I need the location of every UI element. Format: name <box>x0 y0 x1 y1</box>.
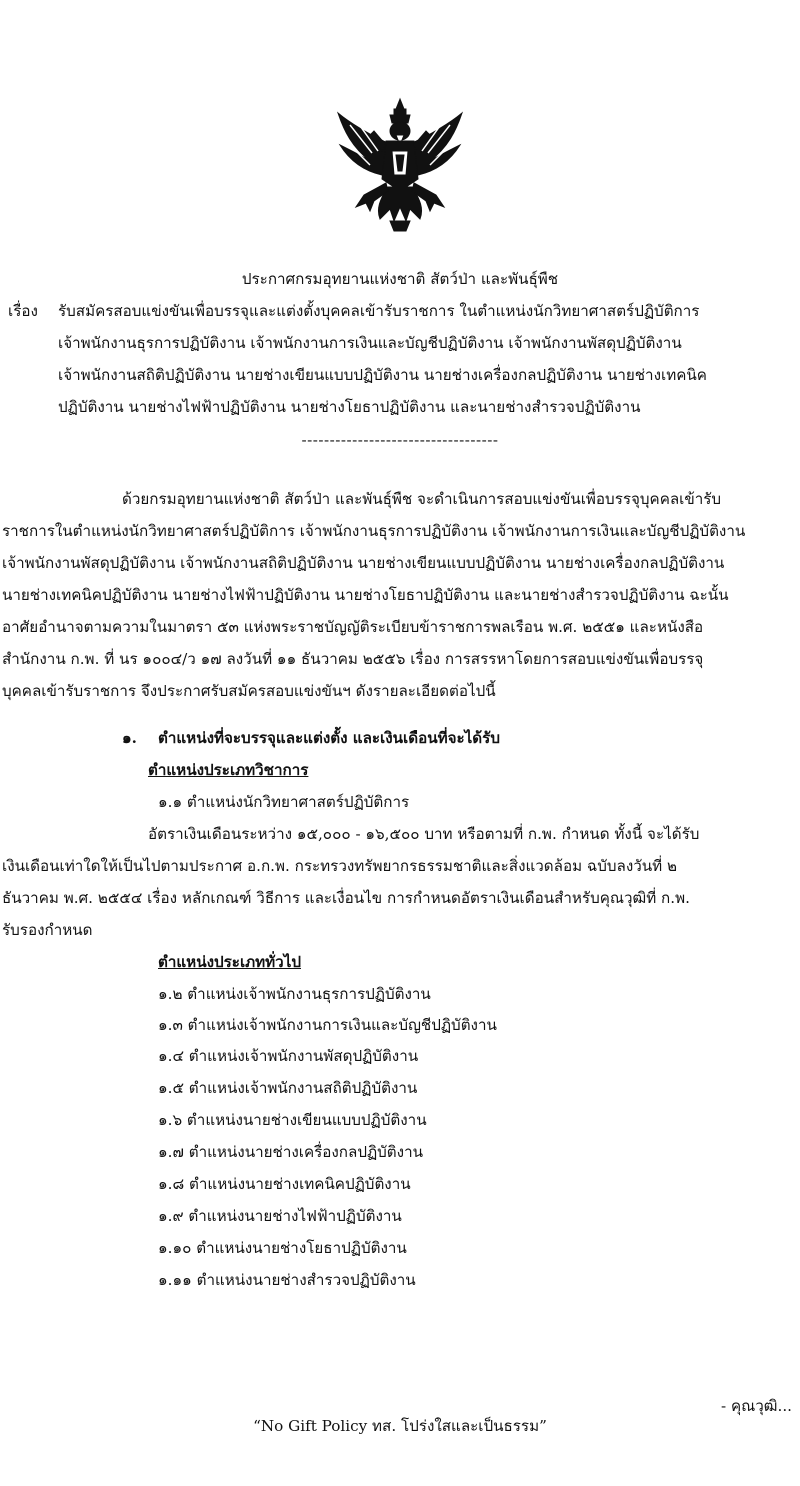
salary-line-1: อัตราเงินเดือนระหว่าง ๑๕,๐๐๐ - ๑๖,๕๐๐ บาท หรือตามที่ ก.พ. กำหนด ทั้งนี้ จะได้รับ <box>148 825 700 843</box>
general-item: ๑.๙ ตำแหน่งนายช่างไฟฟ้าปฏิบัติงาน <box>158 1207 402 1225</box>
general-item: ๑.๘ ตำแหน่งนายช่างเทคนิคปฏิบัติงาน <box>158 1175 411 1193</box>
general-item: ๑.๗ ตำแหน่งนายช่างเครื่องกลปฏิบัติงาน <box>158 1143 423 1161</box>
intro-line-6: สำนักงาน ก.พ. ที่ นร ๑๐๐๔/ว ๑๗ ลงวันที่ ๑๑ ธันวาคม ๒๕๕๖ เรื่อง การสรรหาโดยการสอบแข่งขันเพื่อบรรจุ <box>2 650 704 668</box>
salary-line-3: ธันวาคม พ.ศ. ๒๕๕๔ เรื่อง หลักเกณฑ์ วิธีการ และเงื่อนไข การกำหนดอัตราเงินเดือนสำหรับคุณวุฒิที่ ก.พ. <box>2 889 690 907</box>
intro-line-4: นายช่างเทคนิคปฏิบัติงาน นายช่างไฟฟ้าปฏิบัติงาน นายช่างโยธาปฏิบัติงาน และนายช่างสำรวจปฏิบัติงาน ฉะนั้น <box>2 586 729 604</box>
general-item: ๑.๕ ตำแหน่งเจ้าพนักงานสถิติปฏิบัติงาน <box>158 1079 418 1097</box>
academic-heading: ตำแหน่งประเภทวิชาการ <box>148 761 309 779</box>
subject-line-2: เจ้าพนักงานธุรการปฏิบัติงาน เจ้าพนักงานการเงินและบัญชีปฏิบัติงาน เจ้าพนักงานพัสดุปฏิบัติงาน <box>58 334 682 352</box>
general-item: ๑.๖ ตำแหน่งนายช่างเขียนแบบปฏิบัติงาน <box>158 1111 427 1129</box>
intro-line-3: เจ้าพนักงานพัสดุปฏิบัติงาน เจ้าพนักงานสถิติปฏิบัติงาน นายช่างเขียนแบบปฏิบัติงาน นายช่างเครื่องกลปฏิบัติงาน <box>2 554 725 572</box>
garuda-emblem-icon <box>330 95 470 235</box>
subject-line-4: ปฏิบัติงาน นายช่างไฟฟ้าปฏิบัติงาน นายช่างโยธาปฏิบัติงาน และนายช่างสำรวจปฏิบัติงาน <box>58 398 641 416</box>
continuation-marker: - คุณวุฒิ... <box>721 1397 792 1415</box>
divider-line: ----------------------------------- <box>301 431 499 449</box>
intro-line-5: อาศัยอำนาจตามความในมาตรา ๕๓ แห่งพระราชบัญญัติระเบียบข้าราชการพลเรือน พ.ศ. ๒๕๕๑ และหนังสือ <box>2 618 704 636</box>
intro-line-1: ด้วยกรมอุทยานแห่งชาติ สัตว์ป่า และพันธุ์พืช จะดำเนินการสอบแข่งขันเพื่อบรรจุบุคคลเข้ารับ <box>122 490 722 508</box>
announcement-title: ประกาศกรมอุทยานแห่งชาติ สัตว์ป่า และพันธุ์พืช <box>241 270 559 288</box>
item-1-1: ๑.๑ ตำแหน่งนักวิทยาศาสตร์ปฏิบัติการ <box>158 793 410 811</box>
general-item: ๑.๒ ตำแหน่งเจ้าพนักงานธุรการปฏิบัติงาน <box>158 985 431 1003</box>
subject-line-3: เจ้าพนักงานสถิติปฏิบัติงาน นายช่างเขียนแบบปฏิบัติงาน นายช่างเครื่องกลปฏิบัติงาน นายช่างเทคนิค <box>58 366 707 384</box>
general-item: ๑.๔ ตำแหน่งเจ้าพนักงานพัสดุปฏิบัติงาน <box>158 1047 419 1065</box>
salary-line-2: เงินเดือนเท่าใดให้เป็นไปตามประกาศ อ.ก.พ. กระทรวงทรัพยากรธรรมชาติและสิ่งแวดล้อม ฉบับลงวันที่ ๒ <box>2 857 678 875</box>
section-heading: ตำแหน่งที่จะบรรจุและแต่งตั้ง และเงินเดือนที่จะได้รับ <box>158 729 500 747</box>
footer-slogan: “No Gift Policy ทส. โปร่งใสและเป็นธรรม” <box>253 1417 547 1435</box>
subject-line-1: รับสมัครสอบแข่งขันเพื่อบรรจุและแต่งตั้งบุคคลเข้ารับราชการ ในตำแหน่งนักวิทยาศาสตร์ปฏิบัติการ <box>58 302 700 320</box>
salary-line-4: รับรองกำหนด <box>2 921 93 939</box>
general-item: ๑.๓ ตำแหน่งเจ้าพนักงานการเงินและบัญชีปฏิบัติงาน <box>158 1016 497 1034</box>
general-heading: ตำแหน่งประเภททั่วไป <box>158 953 301 971</box>
intro-line-2: ราชการในตำแหน่งนักวิทยาศาสตร์ปฏิบัติการ เจ้าพนักงานธุรการปฏิบัติงาน เจ้าพนักงานการเงินและบัญชีปฏิบัติงาน <box>2 522 746 540</box>
section-number: ๑. <box>122 729 137 747</box>
general-item: ๑.๑๐ ตำแหน่งนายช่างโยธาปฏิบัติงาน <box>158 1239 407 1257</box>
general-item: ๑.๑๑ ตำแหน่งนายช่างสำรวจปฏิบัติงาน <box>158 1271 416 1289</box>
subject-label: เรื่อง <box>8 302 38 320</box>
intro-line-7: บุคคลเข้ารับราชการ จึงประกาศรับสมัครสอบแข่งขันฯ ดังรายละเอียดต่อไปนี้ <box>2 682 496 700</box>
